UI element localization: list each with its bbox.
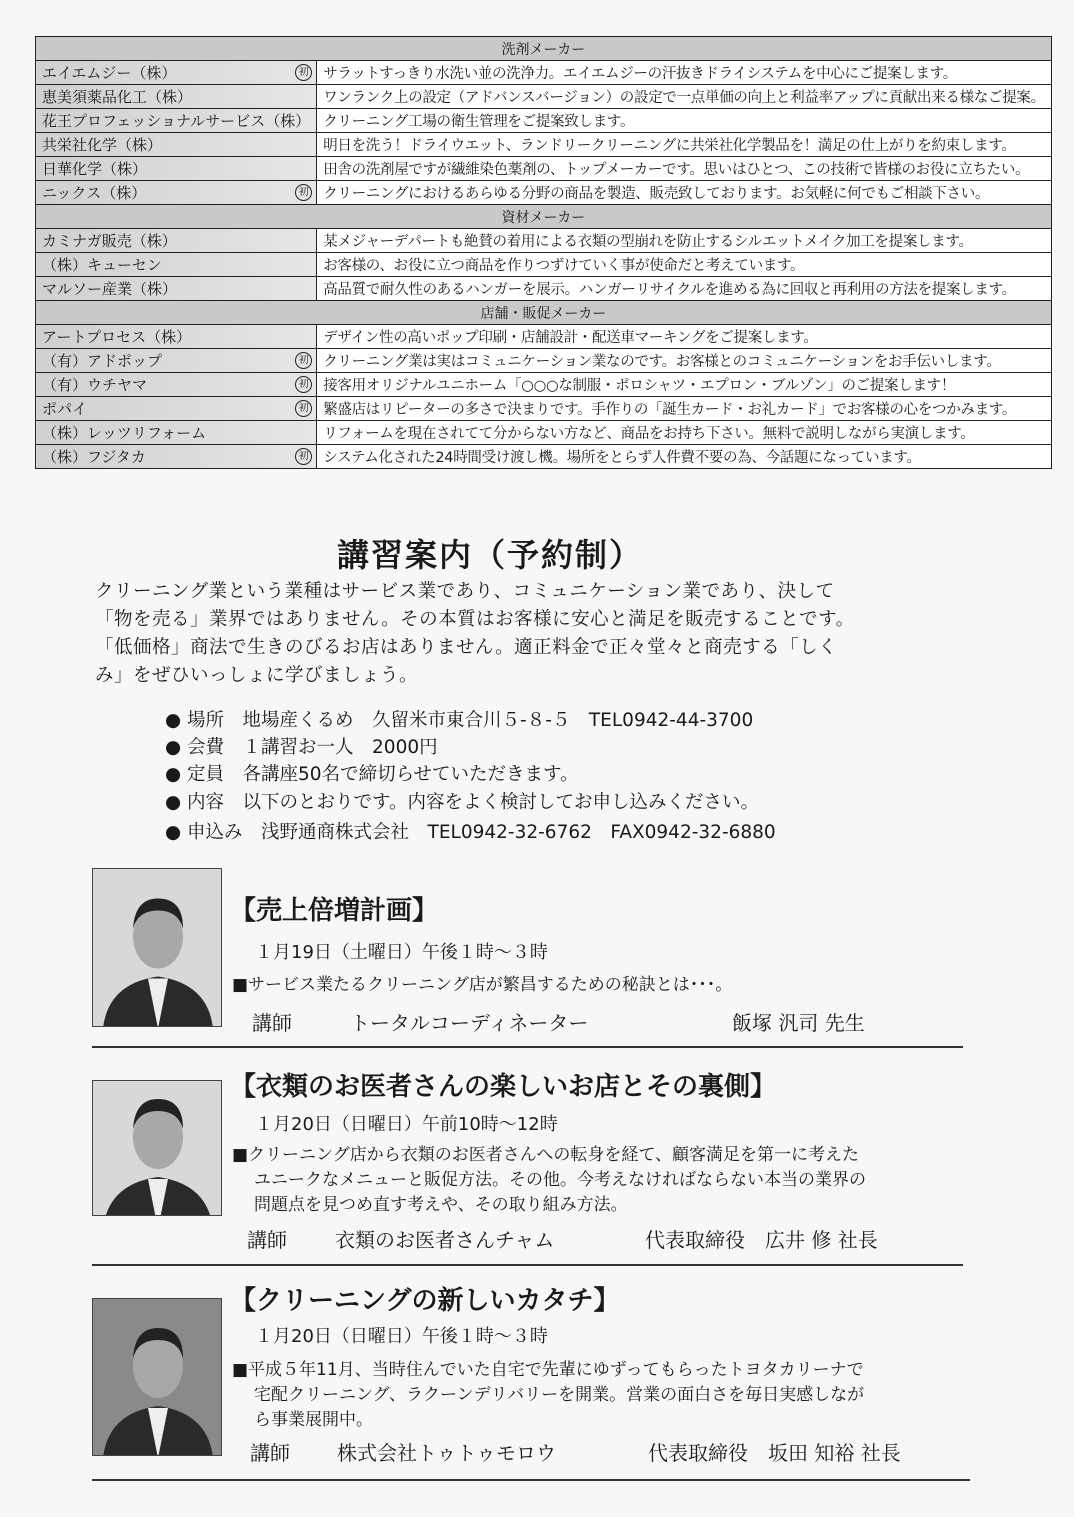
exhibitor-row bbox=[36, 349, 1052, 373]
exhibitor-row bbox=[36, 277, 1052, 301]
company-description: 某メジャーデパートも絶賛の着用による衣類の型崩れを防止するシルエットメイク加工を提案します。 bbox=[317, 229, 1052, 253]
company-name bbox=[36, 85, 317, 109]
company-name-text: ポパイ bbox=[42, 400, 88, 418]
company-name-text: （株）フジタカ bbox=[42, 448, 146, 466]
description-line: 問題点を見つめ直す考えや、その取り組み方法。 bbox=[254, 1195, 628, 1215]
company-description: 高品質で耐久性のあるハンガーを展示。ハンガーリサイクルを進める為に回収と再利用の方法を提案します。 bbox=[317, 277, 1052, 301]
company-description: システム化された24時間受け渡し機。場所をとらず人件費不要の為、今話題になっています。 bbox=[317, 445, 1052, 469]
company-name-text: 恵美須薬品化工（株） bbox=[42, 88, 193, 106]
info-capacity: ● 定員 各講座50名で締切らせていただきます。 bbox=[165, 764, 579, 785]
exhibitor-row bbox=[36, 445, 1052, 469]
exhibitor-row bbox=[36, 133, 1052, 157]
lecturer-organization: 株式会社トゥトゥモロウ bbox=[337, 1441, 556, 1465]
company-name bbox=[36, 397, 317, 421]
exhibitor-row bbox=[36, 325, 1052, 349]
first-exhibit-badge: 初 bbox=[295, 184, 312, 201]
company-description: 田舎の洗剤屋ですが繊維染色薬剤の、トップメーカーです。思いはひとつ、この技術で皆様のお役に立ちたい。 bbox=[317, 157, 1052, 181]
company-name bbox=[36, 421, 317, 445]
company-description: 接客用オリジナルユニホーム「○○○な制服・ポロシャツ・エプロン・ブルゾン」のご提案します！ bbox=[317, 373, 1052, 397]
seminar-title: 【クリーニングの新しいカタチ】 bbox=[230, 1286, 620, 1316]
lecturer-name: 飯塚 汎司 先生 bbox=[732, 1011, 865, 1035]
company-name bbox=[36, 181, 317, 205]
first-exhibit-badge: 初 bbox=[295, 352, 312, 369]
seminar-description bbox=[232, 973, 932, 998]
exhibitor-row bbox=[36, 109, 1052, 133]
company-name-text: 花王プロフェッショナルサービス（株） bbox=[42, 112, 311, 130]
company-name-text: （有）アドポップ bbox=[42, 352, 163, 370]
seminar-date: １月20日（日曜日）午後１時～３時 bbox=[255, 1326, 548, 1347]
lecturer-photo bbox=[92, 1080, 222, 1216]
exhibitor-row bbox=[36, 397, 1052, 421]
company-name-text: 共栄社化学（株） bbox=[42, 136, 163, 154]
company-name bbox=[36, 133, 317, 157]
company-name-text: エイエムジー（株） bbox=[42, 64, 177, 82]
seminar-title: 【衣類のお医者さんの楽しいお店とその裏側】 bbox=[230, 1072, 777, 1102]
seminar-description bbox=[232, 1143, 932, 1218]
category-header: 店舗・販促メーカー bbox=[36, 301, 1052, 325]
company-name bbox=[36, 373, 317, 397]
lecturer-photo bbox=[92, 1298, 222, 1456]
category-header: 資材メーカー bbox=[36, 205, 1052, 229]
exhibitor-row bbox=[36, 181, 1052, 205]
company-name-text: カミナガ販売（株） bbox=[42, 232, 177, 250]
exhibitor-row bbox=[36, 157, 1052, 181]
seminar-description bbox=[232, 1358, 932, 1433]
first-exhibit-badge: 初 bbox=[295, 448, 312, 465]
first-exhibit-badge: 初 bbox=[295, 64, 312, 81]
seminar-title: 【売上倍増計画】 bbox=[230, 896, 439, 926]
info-application: ● 申込み 浅野通商株式会社 TEL0942-32-6762 FAX0942-32-6880 bbox=[165, 822, 776, 843]
seminar-date: １月20日（日曜日）午前10時～12時 bbox=[255, 1114, 558, 1135]
company-description: 明日を洗う！ドライウエット、ランドリークリーニングに共栄社化学製品を！満足の仕上がりを約束します。 bbox=[317, 133, 1052, 157]
company-description: クリーニング業は実はコミュニケーション業なのです。お客様とのコミュニケーションをお手伝いします。 bbox=[317, 349, 1052, 373]
info-venue: ● 場所 地場産くるめ 久留米市東合川５-８-５ TEL0942-44-3700 bbox=[165, 710, 754, 731]
info-content: ● 内容 以下のとおりです。内容をよく検討してお申し込みください。 bbox=[165, 792, 760, 813]
company-name-text: （株）キューセン bbox=[42, 256, 162, 274]
company-name-text: （有）ウチヤマ bbox=[42, 376, 148, 394]
company-name bbox=[36, 349, 317, 373]
intro-line: 「物を売る」業界ではありません。その本質はお客様に安心と満足を販売することです。 bbox=[95, 609, 855, 630]
intro-line: み」をぜひいっしょに学びましょう。 bbox=[95, 665, 419, 686]
company-name bbox=[36, 253, 317, 277]
company-name-text: 日華化学（株） bbox=[42, 160, 148, 178]
description-line: ら事業展開中。 bbox=[254, 1410, 373, 1430]
intro-line: クリーニング業という業種はサービス業であり、コミュニケーション業であり、決して bbox=[95, 581, 835, 602]
description-line: 宅配クリーニング、ラクーンデリバリーを開業。営業の面白さを毎日実感しなが bbox=[254, 1385, 865, 1405]
exhibitor-table bbox=[35, 36, 1052, 469]
description-line: ■平成５年11月、当時住んでいた自宅で先輩にゆずってもらったトヨタカリーナで bbox=[232, 1360, 864, 1380]
exhibitor-row bbox=[36, 253, 1052, 277]
company-name-text: （株）レッツリフォーム bbox=[42, 424, 207, 442]
description-line: ■クリーニング店から衣類のお医者さんへの転身を経て、顧客満足を第一に考えた bbox=[232, 1145, 860, 1165]
company-name-text: ニックス（株） bbox=[42, 184, 147, 202]
lecturer-organization: 衣類のお医者さんチャム bbox=[335, 1228, 555, 1252]
info-fee: ● 会費 １講習お一人 2000円 bbox=[165, 737, 438, 758]
company-description: 繁盛店はリピーターの多さで決まりです。手作りの「誕生カード・お礼カード」でお客様の心をつかみます。 bbox=[317, 397, 1052, 421]
divider bbox=[92, 1479, 970, 1481]
exhibitor-row bbox=[36, 85, 1052, 109]
lecturer-name: 代表取締役 坂田 知裕 社長 bbox=[648, 1441, 901, 1465]
company-description: クリーニングにおけるあらゆる分野の商品を製造、販売致しております。お気軽に何でもご相談下さい。 bbox=[317, 181, 1052, 205]
lecturer-name: 代表取締役 広井 修 社長 bbox=[645, 1228, 878, 1252]
category-header: 洗剤メーカー bbox=[36, 37, 1052, 61]
company-name-text: マルソー産業（株） bbox=[42, 280, 178, 298]
exhibitor-row bbox=[36, 61, 1052, 85]
company-description: クリーニング工場の衛生管理をご提案致します。 bbox=[317, 109, 1052, 133]
company-name bbox=[36, 229, 317, 253]
seminar-date: １月19日（土曜日）午後１時～３時 bbox=[255, 942, 548, 963]
company-name bbox=[36, 109, 317, 133]
exhibitor-row bbox=[36, 373, 1052, 397]
company-name bbox=[36, 157, 317, 181]
company-description: お客様の、お役に立つ商品を作りつずけていく事が使命だと考えています。 bbox=[317, 253, 1052, 277]
intro-line: 「低価格」商法で生きのびるお店はありません。適正料金で正々堂々と商売する「しく bbox=[95, 637, 838, 658]
company-name bbox=[36, 325, 317, 349]
company-description: リフォームを現在されてて分からない方など、商品をお持ち下さい。無料で説明しながら実演します。 bbox=[317, 421, 1052, 445]
company-description: デザイン性の高いポップ印刷・店舗設計・配送車マーキングをご提案します。 bbox=[317, 325, 1052, 349]
page-title: 講習案内（予約制） bbox=[336, 536, 643, 574]
company-description: サラットすっきり水洗い並の洗浄力。エイエムジーの汗抜きドライシステムを中心にご提案します。 bbox=[317, 61, 1052, 85]
lecturer-label: 講師 bbox=[252, 1011, 292, 1035]
description-line: ユニークなメニューと販促方法。その他。今考えなければならない本当の業界の bbox=[254, 1170, 866, 1190]
company-name bbox=[36, 445, 317, 469]
divider bbox=[92, 1264, 963, 1266]
lecturer-label: 講師 bbox=[250, 1441, 290, 1465]
first-exhibit-badge: 初 bbox=[295, 400, 312, 417]
lecturer-label: 講師 bbox=[247, 1228, 287, 1252]
company-name bbox=[36, 61, 317, 85]
exhibitor-row bbox=[36, 229, 1052, 253]
company-name-text: アートプロセス（株） bbox=[42, 328, 192, 346]
divider bbox=[92, 1046, 963, 1048]
exhibitor-row bbox=[36, 421, 1052, 445]
company-description: ワンランク上の設定（アドバンスバージョン）の設定で一点単価の向上と利益率アップに貢献出来る様なご提案。 bbox=[317, 85, 1052, 109]
lecturer-organization: トータルコーディネーター bbox=[350, 1011, 589, 1035]
description-line: ■サービス業たるクリーニング店が繁昌するための秘訣とは･･･。 bbox=[232, 975, 733, 995]
first-exhibit-badge: 初 bbox=[295, 376, 312, 393]
intro-paragraph bbox=[95, 578, 935, 690]
company-name bbox=[36, 277, 317, 301]
lecturer-photo bbox=[92, 868, 222, 1027]
